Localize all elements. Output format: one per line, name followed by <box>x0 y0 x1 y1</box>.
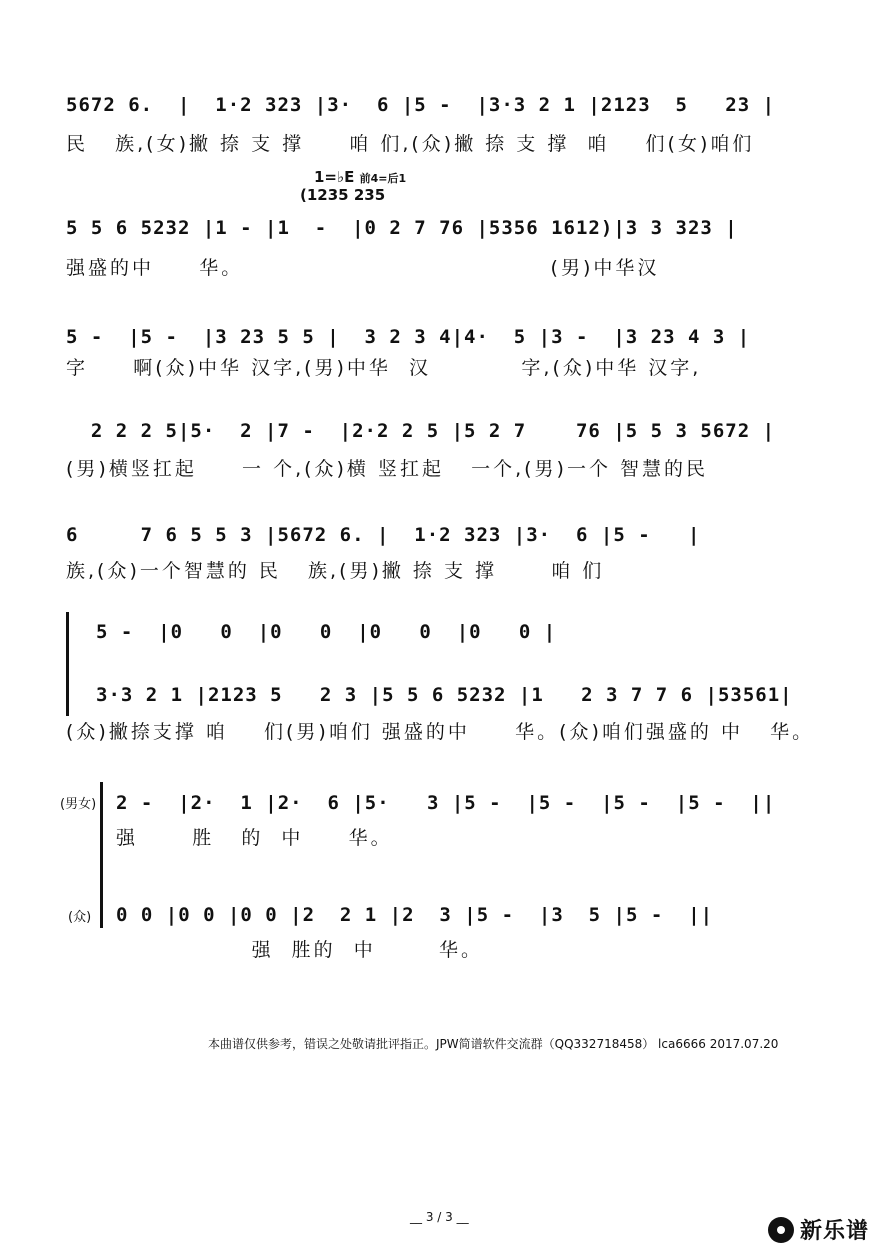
lyric-line: 强 胜 的 中 华。 <box>116 827 393 849</box>
lyric-line: 族,(众)一个智慧的 民 族,(男)撇 捺 支 撑 咱 们 <box>66 560 605 582</box>
site-logo <box>768 1214 869 1245</box>
part-label-chorus: (众) <box>68 910 92 925</box>
lyric-line: (男)横竖扛起 一 个,(众)横 竖扛起 一个,(男)一个 智慧的民 <box>66 458 708 480</box>
intro-phrase: (1235 235 <box>300 186 386 204</box>
part-label-men-women: (男女) <box>60 797 97 812</box>
page-number: __ 3 / 3 __ <box>410 1210 469 1224</box>
score-row-9 <box>116 898 824 932</box>
system-bracket <box>66 612 69 716</box>
disclaimer-text: 本曲谱仅供参考，错误之处敬请批评指正。JPW简谱软件交流群（QQ332718458） lca6666 2017.07.20 <box>208 1037 779 1051</box>
notation-line: 5672 6. | 1·2 323 |3· 6 |5 - |3·3 2 1 |2123 5 23 | <box>66 94 776 116</box>
notation-line: 3·3 2 1 |2123 5 2 3 |5 5 6 5232 |1 2 3 7 7 6 |53561| <box>96 684 793 706</box>
logo-text: 新乐谱 <box>800 1219 870 1244</box>
lyric-line: 强 胜的 中 华。 <box>116 939 484 961</box>
lyric-line: (众)撇捺支撑 咱 们(男)咱们 强盛的中 华。(众)咱们强盛的 中 华。 <box>66 721 815 743</box>
score-row-4 <box>66 414 824 448</box>
notation-line: 6 7 6 5 5 3 |5672 6. | 1·2 323 |3· 6 |5 - | <box>66 524 701 546</box>
score-row-1 <box>66 88 824 122</box>
score-row-3 <box>66 320 824 354</box>
score-row-5 <box>66 518 824 552</box>
key-label: 1= <box>314 168 338 186</box>
notation-line: 0 0 |0 0 |0 0 |2 2 1 |2 3 |5 - |3 5 |5 - || <box>116 904 714 926</box>
key-note: 前4=后1 <box>359 172 407 185</box>
score-row-8 <box>116 786 824 820</box>
lyric-line: 民 族,(女)撇 捺 支 撑 咱 们,(众)撇 捺 支 撑 咱 们(女)咱们 <box>66 133 755 155</box>
notation-line: 2 - |2· 1 |2· 6 |5· 3 |5 - |5 - |5 - |5 - || <box>116 792 776 814</box>
record-disc-icon <box>768 1217 794 1243</box>
notation-line: 5 - |0 0 |0 0 |0 0 |0 0 | <box>96 621 557 643</box>
system-bracket <box>100 782 103 928</box>
lyric-line: 字 啊(众)中华 汉字,(男)中华 汉 字,(众)中华 汉字, <box>66 357 702 379</box>
score-row-7 <box>96 678 824 712</box>
key-name: E <box>344 168 355 186</box>
notation-line: 5 - |5 - |3 23 5 5 | 3 2 3 4|4· 5 |3 - |3 23 4 3 | <box>66 326 751 348</box>
score-row-6 <box>96 615 824 649</box>
lyric-line: 强盛的中 华。 (男)中华汉 <box>66 257 660 279</box>
score-row-2 <box>66 211 824 245</box>
notation-line: 2 2 2 5|5· 2 |7 - |2·2 2 5 |5 2 7 76 |5 5 3 5672 | <box>66 420 776 442</box>
flat-symbol: ♭ <box>337 168 345 186</box>
notation-line: 5 5 6 5232 |1 - |1 - |0 2 7 76 |5356 1612)|3 3 323 | <box>66 217 738 239</box>
key-signature <box>314 168 406 186</box>
